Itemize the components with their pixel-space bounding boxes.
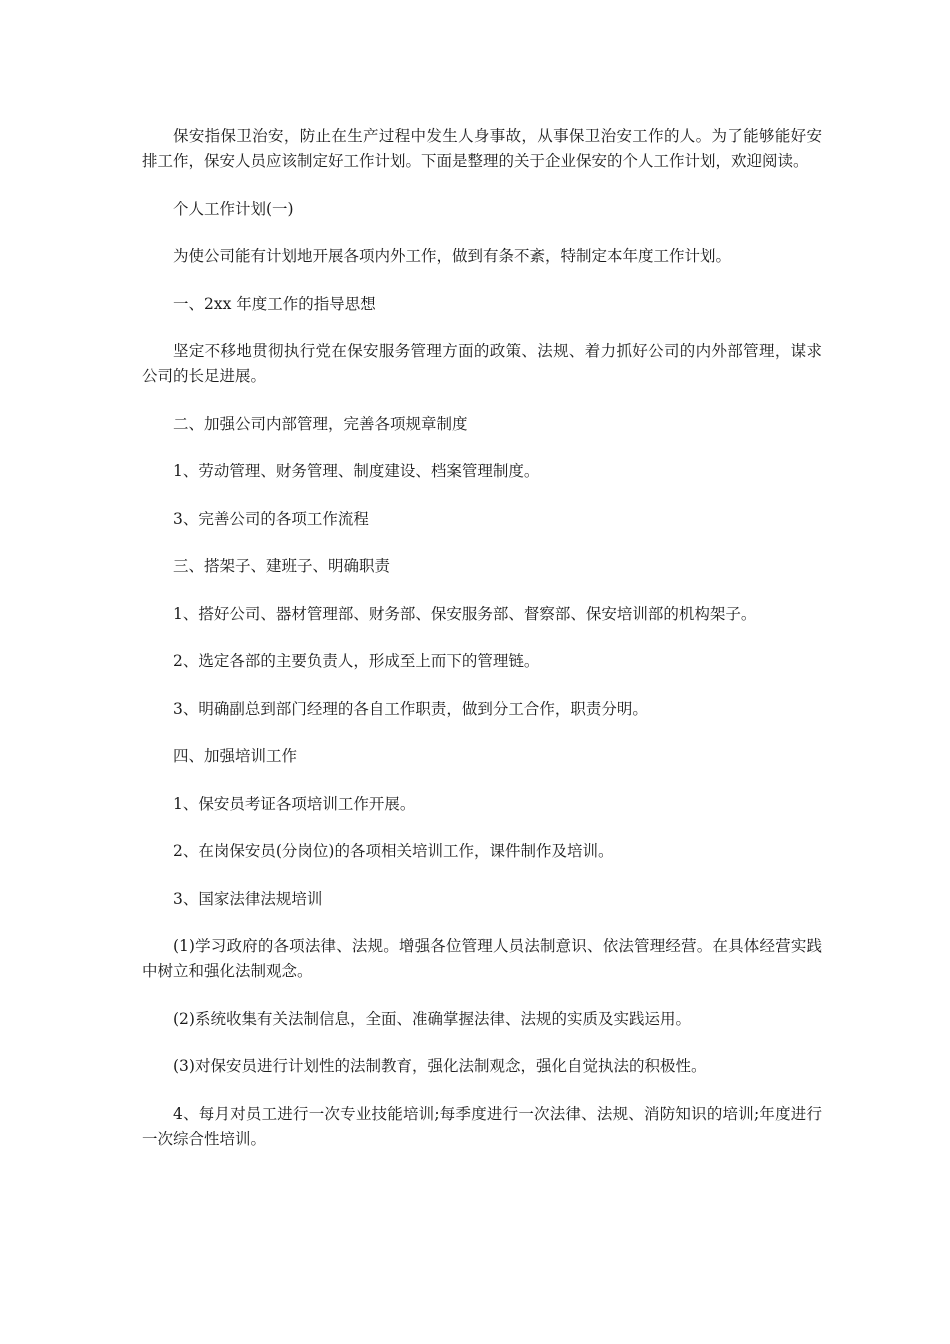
- section-4-item-4: 4、每月对员工进行一次专业技能培训;每季度进行一次法律、法规、消防知识的培训;年度进行一次综合性培训。: [142, 1104, 822, 1148]
- section-heading-1: 一、2xx 年度工作的指导思想: [173, 294, 376, 313]
- section-4-subitem-2: (2)系统收集有关法制信息，全面、准确掌握法律、法规的实质及实践运用。: [173, 1009, 691, 1028]
- section-heading-3: 三、搭架子、建班子、明确职责: [173, 557, 391, 575]
- section-4-subitem-3: (3)对保安员进行计划性的法制教育，强化法制观念，强化自觉执法的积极性。: [173, 1057, 707, 1075]
- section-4-item-3: 3、国家法律法规培训: [173, 889, 323, 908]
- section-heading-2: 二、加强公司内部管理，完善各项规章制度: [173, 414, 468, 433]
- plan-title: 个人工作计划(一): [173, 199, 294, 218]
- section-heading-4: 四、加强培训工作: [173, 747, 298, 765]
- document-body: [142, 124, 822, 1174]
- section-3-item-2: 2、选定各部的主要负责人，形成至上而下的管理链。: [173, 652, 540, 670]
- section-4-subitem-1: (1)学习政府的各项法律、法规。增强各位管理人员法制意识、依法管理经营。在具体经营实践中树立和强化法制观念。: [142, 937, 822, 980]
- section-1-paragraph: 坚定不移地贯彻执行党在保安服务管理方面的政策、法规、着力抓好公司的内外部管理，谋求公司的长足进展。: [142, 342, 822, 385]
- intro-paragraph: 保安指保卫治安，防止在生产过程中发生人身事故，从事保卫治安工作的人。为了能够能好安排工作，保安人员应该制定好工作计划。下面是整理的关于企业保安的个人工作计划，欢迎阅读。: [142, 127, 822, 170]
- section-3-item-1: 1、搭好公司、器材管理部、财务部、保安服务部、督察部、保安培训部的机构架子。: [173, 604, 757, 623]
- purpose-paragraph: 为使公司能有计划地开展各项内外工作，做到有条不紊，特制定本年度工作计划。: [173, 247, 732, 265]
- section-4-item-1: 1、保安员考证各项培训工作开展。: [173, 794, 416, 813]
- section-4-item-2: 2、在岗保安员(分岗位)的各项相关培训工作，课件制作及培训。: [173, 842, 614, 860]
- section-2-item-3: 3、完善公司的各项工作流程: [173, 509, 369, 528]
- section-3-item-3: 3、明确副总到部门经理的各自工作职责，做到分工合作，职责分明。: [173, 699, 648, 718]
- section-2-item-1: 1、劳动管理、财务管理、制度建设、档案管理制度。: [173, 462, 540, 480]
